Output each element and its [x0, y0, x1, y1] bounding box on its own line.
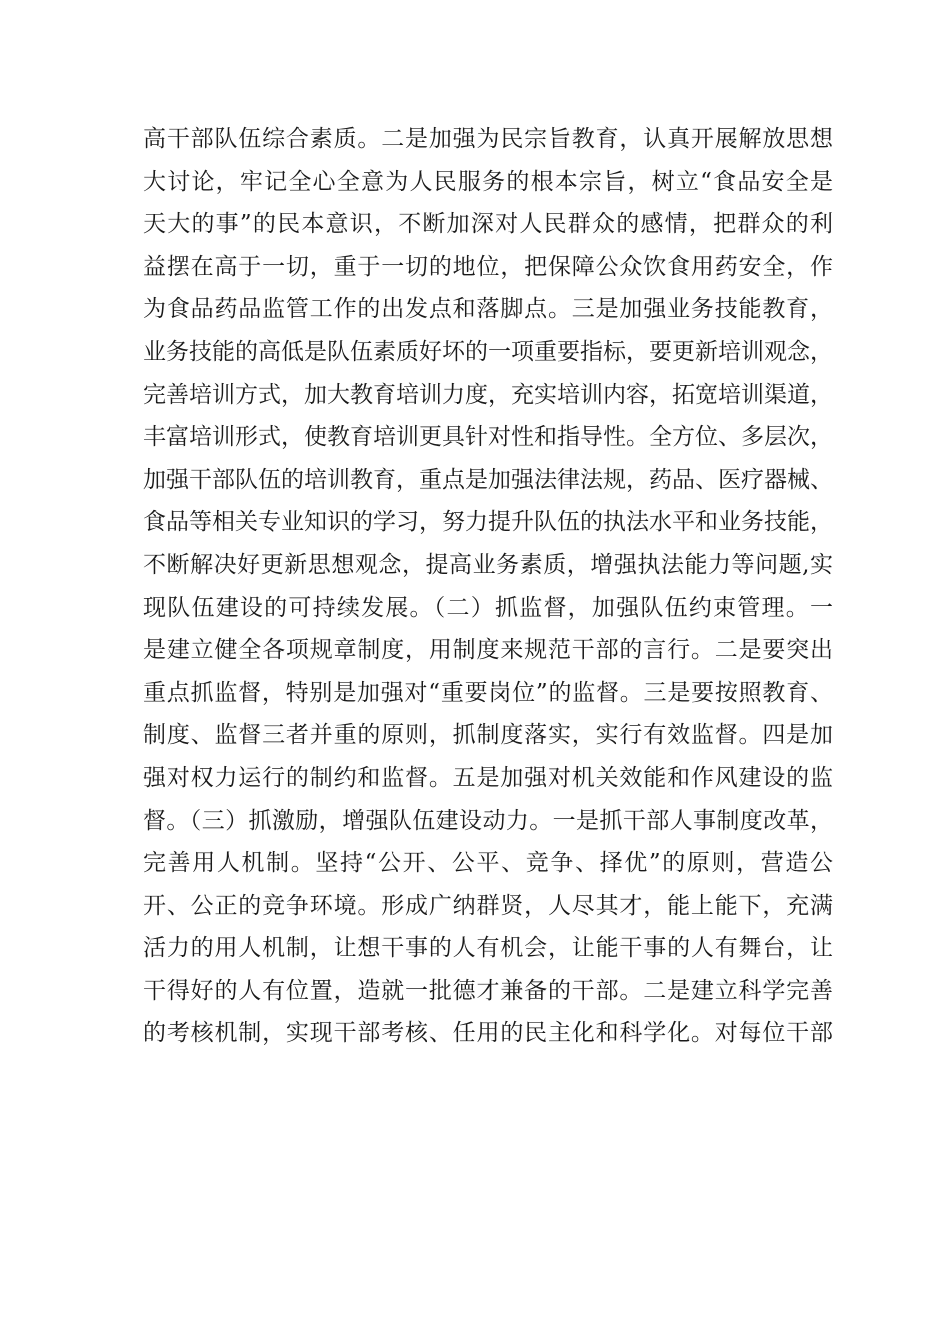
- text-line: 不断解决好更新思想观念，提高业务素质，增强执法能力等问题,实: [143, 551, 833, 578]
- text-line: 现队伍建设的可持续发展。（二）抓监督，加强队伍约束管理。一: [143, 594, 833, 621]
- text-line: 强对权力运行的制约和监督。五是加强对机关效能和作风建设的监: [143, 764, 833, 791]
- text-line: 加强干部队伍的培训教育，重点是加强法律法规，药品、医疗器械、: [143, 466, 833, 493]
- text-line: 是建立健全各项规章制度，用制度来规范干部的言行。二是要突出: [143, 637, 833, 664]
- text-line: 丰富培训形式，使教育培训更具针对性和指导性。全方位、多层次，: [143, 424, 833, 451]
- text-line: 完善用人机制。坚持“公开、公平、竞争、择优”的原则，营造公: [143, 850, 833, 877]
- text-line: 干得好的人有位置，造就一批德才兼备的干部。二是建立科学完善: [143, 977, 833, 1004]
- text-line: 天大的事”的民本意识，不断加深对人民群众的感情，把群众的利: [143, 211, 833, 238]
- text-line: 业务技能的高低是队伍素质好坏的一项重要指标，要更新培训观念，: [143, 338, 833, 365]
- body-text: [143, 118, 833, 1055]
- text-line: 完善培训方式，加大教育培训力度，充实培训内容，拓宽培训渠道，: [143, 381, 833, 408]
- text-line: 活力的用人机制，让想干事的人有机会，让能干事的人有舞台，让: [143, 935, 833, 962]
- text-line: 的考核机制，实现干部考核、任用的民主化和科学化。对每位干部: [143, 1020, 833, 1047]
- text-line: 督。（三）抓激励，增强队伍建设动力。一是抓干部人事制度改革，: [143, 807, 833, 834]
- text-line: 益摆在高于一切，重于一切的地位，把保障公众饮食用药安全，作: [143, 253, 833, 280]
- text-line: 重点抓监督，特别是加强对“重要岗位”的监督。三是要按照教育、: [143, 679, 833, 706]
- text-line: 高干部队伍综合素质。二是加强为民宗旨教育，认真开展解放思想: [143, 126, 833, 152]
- text-line: 开、公正的竞争环境。形成广纳群贤，人尽其才，能上能下，充满: [143, 892, 833, 919]
- text-line: 为食品药品监管工作的出发点和落脚点。三是加强业务技能教育，: [143, 296, 833, 323]
- text-line: 制度、监督三者并重的原则，抓制度落实，实行有效监督。四是加: [143, 722, 833, 749]
- text-line: 食品等相关专业知识的学习，努力提升队伍的执法水平和业务技能，: [143, 509, 833, 536]
- text-line: 大讨论，牢记全心全意为人民服务的根本宗旨，树立“食品安全是: [143, 168, 833, 195]
